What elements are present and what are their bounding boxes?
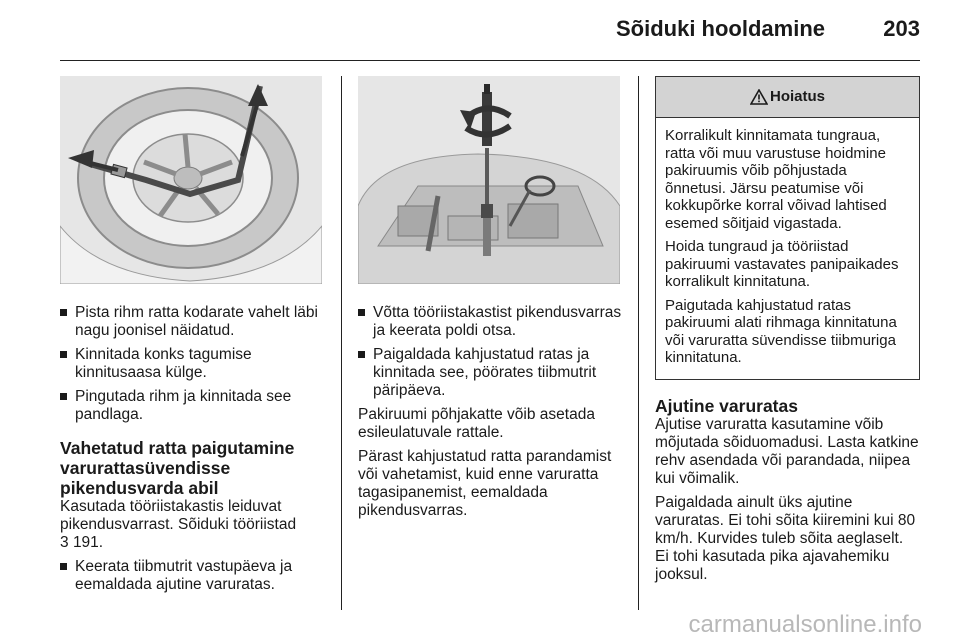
bullet-icon xyxy=(60,563,67,570)
bullet-icon xyxy=(60,393,67,400)
page-number: 203 xyxy=(883,16,920,41)
column-2 xyxy=(358,76,622,526)
warning-header xyxy=(656,77,919,118)
warning-triangle-icon xyxy=(750,89,768,105)
column-3 xyxy=(655,76,920,590)
header-rule xyxy=(60,60,920,61)
list-item: Keerata tiibmutrit vastupäeva ja eemaldada ajutine varuratas. xyxy=(60,558,324,594)
column-1-text xyxy=(60,304,324,594)
list-item: Pista rihm ratta kodarate vahelt läbi nagu joonisel näidatud. xyxy=(60,304,324,340)
figure-extension-rod xyxy=(358,76,620,284)
bullet-icon xyxy=(60,351,67,358)
watermark: carmanualsonline.info xyxy=(688,611,922,638)
reference-page: 191. xyxy=(72,534,104,551)
section-heading-temporary-spare: Ajutine varuratas xyxy=(655,395,798,416)
warning-paragraph: Hoida tungraud ja tööriistad pakiruumi vastavates panipaikades korralikult kinnitatuna. xyxy=(665,238,899,290)
bullet-icon xyxy=(358,309,365,316)
list-item: Paigaldada kahjustatud ratas ja kinnitada see, pöörates tiibmutrit päripäeva. xyxy=(358,346,622,400)
bullet-icon xyxy=(358,351,365,358)
list-item: Pingutada rihm ja kinnitada see pandlaga. xyxy=(60,388,324,424)
list-item: Kinnitada konks tagumise kinnitusaasa külge. xyxy=(60,346,324,382)
extension-rod-illustration xyxy=(358,76,620,284)
figure-spare-wheel-strap xyxy=(60,76,322,284)
paragraph: Pakiruumi põhjakatte võib asetada esileulatuvale rattale. xyxy=(358,406,595,441)
paragraph: Kasutada tööriistakastis leiduvat pikendusvarrast. Sõiduki tööriistad 3 191. xyxy=(60,498,297,551)
paragraph: Paigaldada ainult üks ajutine varuratas. Ei tohi sõita kiiremini kui 80 km/h. Kurvides tuleb sõita aeglaselt. Ei tohi kasutada pika ajavahemiku jooksul. xyxy=(655,493,916,583)
warning-box xyxy=(655,76,920,380)
header-title: Sõiduki hooldamine xyxy=(615,16,825,41)
column-1 xyxy=(60,76,324,600)
warning-paragraph: Paigutada kahjustatud ratas pakiruumi alati rihmaga kinnitatuna või varuratta süvendisse tiibmuriga kinnitatuna. xyxy=(665,296,897,366)
warning-body xyxy=(656,118,919,379)
warning-title: Hoiatus xyxy=(769,88,825,106)
column-divider-right xyxy=(638,76,639,610)
warning-paragraph: Korralikult kinnitamata tungraua, ratta või muu varustuse hoidmine pakiruumis võib põhjustada õnnetusi. Järsu peatumise või kokkupõrke korral võivad lahtised esemed sõitjaid vigastada. xyxy=(665,127,887,232)
paragraph: Ajutise varuratta kasutamine võib mõjutada sõiduomadusi. Lasta katkine rehv asendada või parandada, niipea kui võimalik. xyxy=(655,415,919,487)
section-heading-wheel-storage: Vahetatud ratta paigutamine varurattasüvendisse pikendusvarda abil xyxy=(60,438,295,498)
paragraph: Pärast kahjustatud ratta parandamist või vahetamist, kuid enne varuratta tagasipanemist, eemaldada pikendusvarras. xyxy=(358,448,612,519)
column-divider-left xyxy=(341,76,342,610)
list-item: Võtta tööriistakastist pikendusvarras ja keerata poldi otsa. xyxy=(358,304,622,340)
reference-arrow-icon: 3 xyxy=(60,534,69,551)
column-3-text xyxy=(655,396,920,584)
bullet-icon xyxy=(60,309,67,316)
spare-wheel-strap-illustration xyxy=(60,76,322,284)
column-2-text xyxy=(358,304,622,520)
